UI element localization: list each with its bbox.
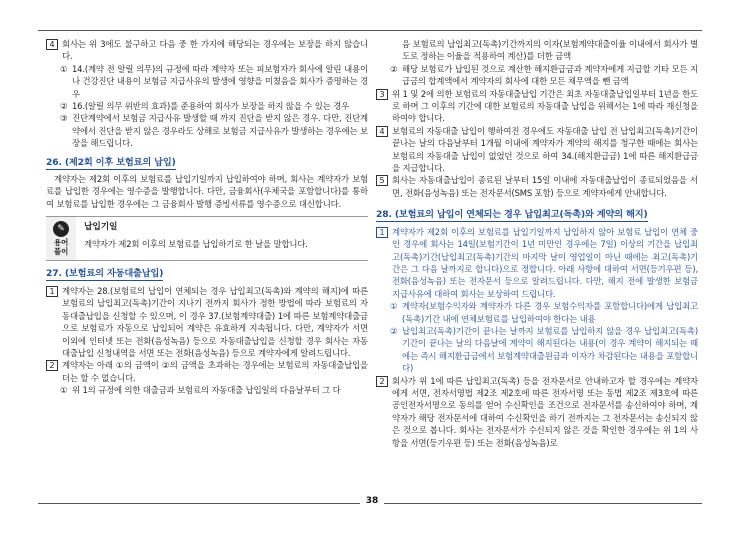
clause-number: 1	[376, 227, 388, 238]
list-item	[376, 63, 698, 88]
list-item	[46, 112, 368, 149]
paragraph-1	[376, 226, 698, 300]
right-column	[376, 38, 698, 449]
clause-number: 2	[376, 376, 388, 387]
paragraph-3	[376, 88, 698, 125]
section-27-heading: 27. (보험료의 자동대출납입)	[46, 268, 164, 280]
item-text: 16.(알릴 의무 위반의 효과)를 준용하여 회사가 보장을 하지 않을 수 있는 경우	[72, 101, 350, 112]
paragraph-text: 위 1 및 2에 의한 보험료의 자동대출납입 기간은 최초 자동대출납입일부터 1년을 한도로 하며 그 이후의 기간에 대한 보험료의 자동대출 납입을 위해서는 1에 따라 재신청을 하여야 합니다.	[392, 88, 698, 124]
clause-number: 2	[46, 360, 58, 371]
item-text: 납입최고(독촉)기간이 끝나는 날까지 보험료를 납입하지 않을 경우 납입최고(독촉)기간이 끝나는 날의 다음날에 계약이 해지된다는 내용(이 경우 계약이 해지되는 때에는 즉시 해지환급금에서 보험계약대출원금과 이자가 차감된다는 내용을 포함합니다)	[402, 325, 698, 374]
paragraph-text: 회사는 자동대출납입이 종료된 날부터 15일 이내에 자동대출납입이 종료되었음을 서면, 전화(음성녹음) 또는 전자문서(SMS 포함) 등으로 계약자에게 안내합니다.	[392, 175, 698, 198]
list-item	[376, 300, 698, 325]
item-marker: ②	[390, 325, 398, 336]
paragraph-text: 회사는 위 3에도 불구하고 다음 중 한 가지에 해당되는 경우에는 보장을 하지 않습니다.	[62, 39, 368, 62]
glossary-label: 용어 풀이	[53, 238, 69, 256]
list-item	[376, 325, 698, 375]
paragraph-2	[376, 375, 698, 449]
item-marker: ②	[390, 63, 398, 74]
item-text: 해당 보험료가 납입된 것으로 계산한 해지환급금과 계약자에게 지급할 기타 모든 지급금의 합계액에서 계약자의 회사에 대한 모든 채무액을 뺀 금액	[402, 63, 698, 87]
paragraph-text: 계약자는 28.(보험료의 납입이 연체되는 경우 납입최고(독촉)와 계약의 해지)에 따른 보험료의 납입최고(독촉)기간이 지나기 전까지 회사가 정한 방법에 따라 보험료의 자동대출납입을 신청할 수 있으며, 이 경우 37.(보험계약대출) 1에 따른 보험계약대출금으로 보험료가 자동으로 납입되어 계약은 유효하게 지속됩니다. 다만, 계약자가 서면 이외에 인터넷 또는 전화(음성녹음) 등으로 자동대출납입을 신청할 경우 회사는 자동대출납입 신청내역을 서면 또는 전화(음성녹음) 등으로 계약자에게 알려드립니다.	[62, 285, 368, 358]
clause-number: 1	[46, 286, 58, 297]
glossary-content	[76, 217, 368, 260]
glossary-definition: 계약자가 제2회 이후의 보험료를 납입하기로 한 날을 말합니다.	[84, 238, 308, 249]
paragraph-text: 회사가 위 1에 따른 납입최고(독촉) 등을 전자문서로 안내하고자 할 경우에는 계약자에게 서면, 전자서명법 제2조 제2호에 따른 전자서명 또는 동법 제2조 제3호에 따른 공인전자서명으로 동의를 얻어 수신확인을 조건으로 전자문서를 송신하여야 하며, 계약자가 해당 전자문서에 대하여 수신확인을 하기 전까지는 그 전자문서는 송신되지 않은 것으로 봅니다. 회사는 전자문서가 수신되지 않은 것을 확인한 경우에는 위 1의 사항을 서면(등기우편 등) 또는 전화(음성녹음)로	[392, 375, 698, 448]
paragraph-5	[376, 174, 698, 199]
paragraph-text: 보험료의 자동대출 납입이 행하여진 경우에도 자동대출 납입 전 납입최고(독촉)기간이 끝나는 날의 다음날부터 1개월 이내에 계약자가 계약의 해지를 청구한 때에는 회사는 보험료의 자동대출 납입이 없었던 것으로 하여 34.(해지환급금) 1에 따른 해지환급금을 지급합니다.	[392, 125, 698, 174]
item-text: 14.(계약 전 알릴 의무)의 규정에 따라 계약자 또는 피보험자가 회사에 알린 내용이나 건강진단 내용이 보험금 지급사유의 발생에 영향을 미쳤음을 회사가 증명하는 경우	[72, 63, 368, 99]
paragraph-1	[46, 285, 368, 359]
left-column	[46, 38, 368, 397]
glossary-box	[46, 216, 368, 261]
item-marker: ②	[60, 101, 68, 112]
item-marker: ①	[60, 385, 68, 396]
section-28-heading: 28. (보험료의 납입이 연체되는 경우 납입최고(독촉)와 계약의 해지)	[376, 209, 648, 221]
paragraph-2	[46, 359, 368, 384]
paragraph-text: 계약자는 아래 ①의 금액이 ②의 금액을 초과하는 경우에는 보험료의 자동대출납입을 더는 할 수 없습니다.	[62, 360, 368, 383]
section-26-heading: 26. (제2회 이후 보험료의 납입)	[46, 156, 176, 168]
continued-item	[376, 38, 698, 63]
pencil-icon: ✎	[53, 221, 69, 237]
item-text: 위 1의 규정에 의한 대출금과 보험료의 자동대출 납입일의 다음날부터 그 다	[72, 385, 341, 396]
paragraph-text: 계약자가 제2회 이후의 보험료를 납입기일까지 납입하지 않아 보험료 납입이 연체 중인 경우에 회사는 14일(보험기간이 1년 미만인 경우에는 7일) 이상의 기간을 납입최고(독촉)기간(납입최고(독촉)기간의 마지막 날이 영업일이 아닌 때에는 최고(독촉)기간은 그 다음 날까지로 합니다)으로 정합니다. 아래 사항에 대하여 서면(등기우편 등), 전화(음성녹음) 또는 전자문서 등으로 알려드립니다. 다만, 해지 전에 발생한 보험금 지급사유에 대하여 회사는 보상하여 드립니다.	[392, 226, 698, 299]
clause-number: 4	[46, 39, 58, 50]
glossary-term: 납입기일	[84, 222, 118, 233]
list-item	[46, 63, 368, 100]
glossary-side	[46, 217, 76, 260]
item-text: 진단계약에서 보험금 지급사유 발생할 때 까지 진단을 받지 않은 경우. 다만, 진단계약에서 진단을 받지 않은 경우라도 상해로 보험금 지급사유가 발생하는 경우에는 보장을 해드립니다.	[72, 113, 368, 149]
item-marker: ①	[390, 301, 398, 312]
header-rule	[38, 30, 702, 31]
item-marker: ①	[60, 63, 68, 74]
list-item	[46, 384, 368, 396]
page-number: 38	[360, 494, 384, 508]
paragraph-4	[376, 125, 698, 175]
item-marker: ③	[60, 113, 68, 124]
section-26-body: 계약자는 제2회 이후의 보험료를 납입기일까지 납입하여야 하며, 회사는 계약자가 보험료를 납입한 경우에는 영수증을 발행합니다. 다만, 금융회사(우체국을 포함합니다)를 통하여 보험료를 납입한 경우에는 그 금융회사 발행 증빙서류를 영수증으로 대신합니다.	[46, 174, 368, 209]
clause-number: 3	[376, 89, 388, 100]
clause-number: 4	[376, 126, 388, 137]
clause-number: 5	[376, 175, 388, 186]
item-text: 계약자(보험수익자와 계약자가 다른 경우 보험수익자를 포함합니다)에게 납입최고(독촉)기간 내에 연체보험료를 납입하여야 한다는 내용	[402, 301, 698, 324]
item-text: 음 보험료의 납입최고(독촉)기간까지의 이자(보험계약대출이율 이내에서 회사가 별도로 정하는 이율을 적용하여 계산)를 더한 금액	[402, 39, 698, 62]
list-item	[46, 100, 368, 112]
paragraph-4	[46, 38, 368, 63]
